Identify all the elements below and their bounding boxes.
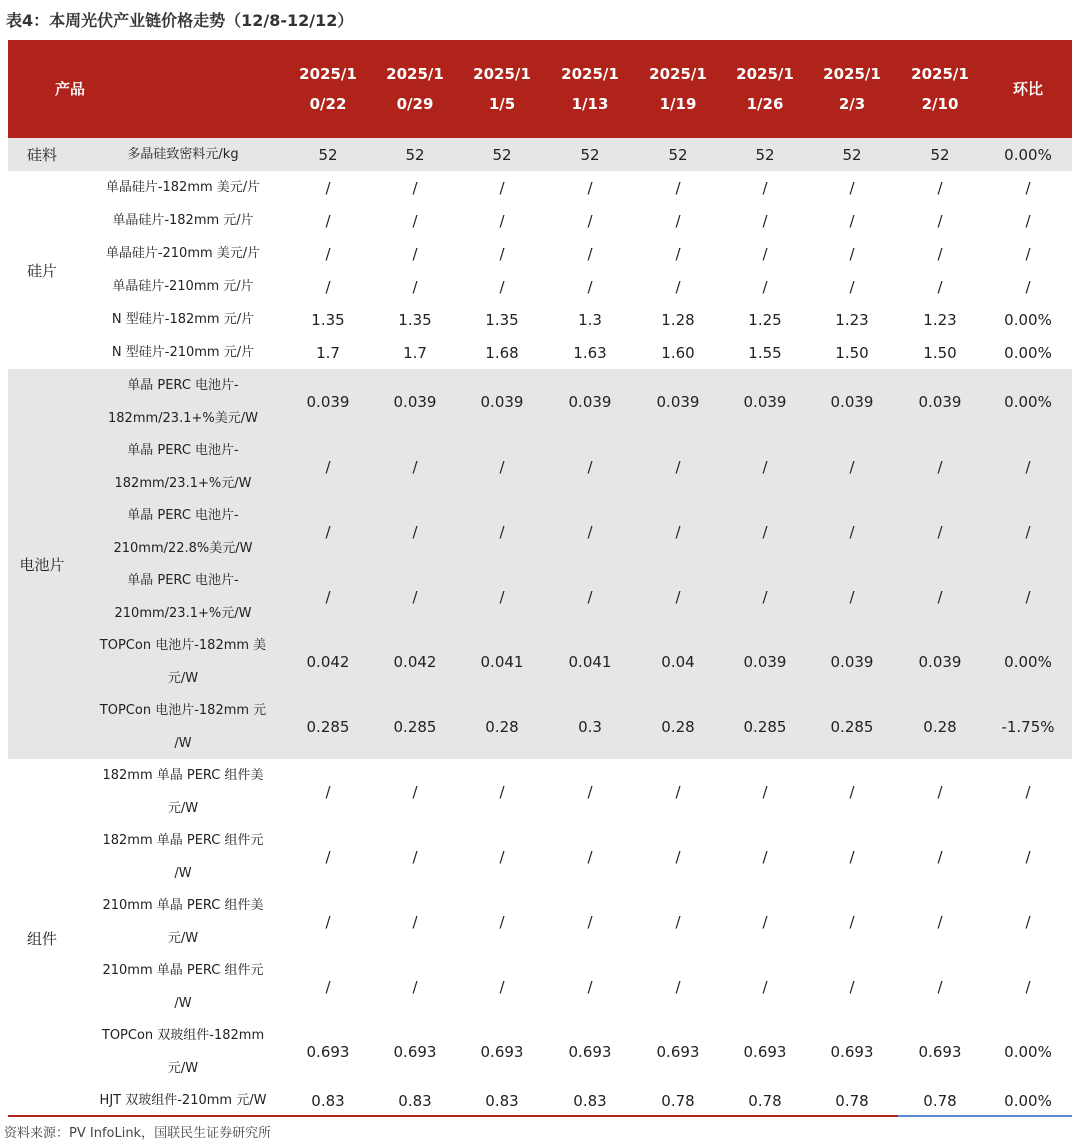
- price-cell: 0.042: [306, 652, 350, 671]
- price-cell: /: [762, 244, 768, 263]
- price-cell: /: [325, 244, 331, 263]
- price-cell: 0.693: [568, 1042, 612, 1061]
- price-cell: /: [762, 977, 768, 996]
- price-cell: /: [937, 277, 943, 296]
- price-cell: 1.55: [748, 343, 782, 362]
- price-cell: /: [587, 977, 593, 996]
- price-cell: /: [325, 178, 331, 197]
- price-cell: /: [675, 847, 681, 866]
- price-cell: 0.04: [661, 652, 695, 671]
- product-label: HJT 双玻组件-210mm 元/W: [99, 1093, 267, 1108]
- category-cell: 硅料: [26, 146, 57, 164]
- price-cell: /: [499, 522, 505, 541]
- price-cell: 52: [580, 145, 600, 164]
- product-label: 单晶 PERC 电池片- 210mm/22.8%美元/W: [113, 507, 253, 556]
- price-cell: /: [849, 977, 855, 996]
- price-cell: 52: [405, 145, 425, 164]
- price-cell: /: [325, 211, 331, 230]
- bottom-rule-accent: [898, 1115, 1072, 1117]
- price-cell: 0.285: [306, 717, 350, 736]
- price-cell: 52: [930, 145, 950, 164]
- change-cell: 0.00%: [1004, 343, 1052, 362]
- product-label: 单晶 PERC 电池片- 182mm/23.1+%美元/W: [108, 377, 258, 426]
- price-cell: /: [675, 277, 681, 296]
- header-date: 2025/1 1/5: [473, 65, 531, 113]
- price-cell: 1.25: [748, 310, 782, 329]
- price-cell: 0.039: [918, 392, 962, 411]
- price-cell: /: [412, 211, 418, 230]
- product-label: 182mm 单晶 PERC 组件元 /W: [102, 832, 264, 881]
- price-cell: 0.039: [743, 652, 787, 671]
- price-cell: /: [937, 847, 943, 866]
- product-label: TOPCon 电池片-182mm 元 /W: [99, 702, 267, 751]
- price-cell: /: [325, 522, 331, 541]
- price-cell: /: [937, 977, 943, 996]
- price-cell: 0.039: [830, 652, 874, 671]
- price-cell: 1.35: [311, 310, 345, 329]
- price-cell: /: [412, 782, 418, 801]
- price-cell: /: [849, 244, 855, 263]
- price-cell: /: [499, 782, 505, 801]
- price-cell: /: [937, 912, 943, 931]
- change-cell: 0.00%: [1004, 652, 1052, 671]
- price-cell: 1.35: [398, 310, 432, 329]
- bottom-rule: [8, 1115, 898, 1117]
- price-cell: /: [499, 178, 505, 197]
- price-cell: /: [499, 912, 505, 931]
- price-cell: 1.60: [661, 343, 695, 362]
- change-cell: /: [1025, 977, 1031, 996]
- change-cell: 0.00%: [1004, 145, 1052, 164]
- price-cell: /: [937, 782, 943, 801]
- price-cell: 0.041: [480, 652, 524, 671]
- price-cell: /: [499, 977, 505, 996]
- price-cell: /: [325, 277, 331, 296]
- price-cell: /: [762, 211, 768, 230]
- price-cell: /: [937, 244, 943, 263]
- price-cell: 52: [755, 145, 775, 164]
- price-cell: 0.041: [568, 652, 612, 671]
- change-cell: /: [1025, 912, 1031, 931]
- price-cell: 0.28: [923, 717, 957, 736]
- product-label: 210mm 单晶 PERC 组件美 元/W: [102, 897, 264, 946]
- price-cell: 0.78: [748, 1091, 782, 1110]
- price-cell: /: [675, 244, 681, 263]
- price-cell: /: [849, 587, 855, 606]
- price-cell: /: [849, 457, 855, 476]
- product-label: N 型硅片-182mm 元/片: [111, 312, 255, 327]
- change-cell: /: [1025, 847, 1031, 866]
- price-cell: /: [587, 178, 593, 197]
- price-cell: 1.68: [485, 343, 519, 362]
- price-cell: /: [412, 178, 418, 197]
- price-cell: /: [325, 977, 331, 996]
- price-cell: /: [849, 211, 855, 230]
- category-cell: 组件: [26, 929, 57, 948]
- change-cell: 0.00%: [1004, 392, 1052, 411]
- price-cell: 52: [842, 145, 862, 164]
- price-cell: /: [499, 847, 505, 866]
- price-cell: 0.039: [743, 392, 787, 411]
- header-date: 2025/1 1/19: [649, 65, 707, 113]
- header-date: 2025/1 0/29: [386, 65, 444, 113]
- header-date: 2025/1 2/10: [911, 65, 969, 113]
- header-product: 产品: [54, 80, 85, 98]
- price-cell: 1.7: [316, 343, 340, 362]
- price-cell: /: [499, 277, 505, 296]
- price-cell: /: [937, 178, 943, 197]
- header-date: 2025/1 2/3: [823, 65, 881, 113]
- change-cell: -1.75%: [1001, 717, 1055, 736]
- price-cell: /: [675, 522, 681, 541]
- price-cell: 0.3: [578, 717, 602, 736]
- price-cell: 1.23: [835, 310, 869, 329]
- product-label: TOPCon 双玻组件-182mm 元/W: [101, 1027, 265, 1076]
- price-cell: 1.35: [485, 310, 519, 329]
- price-cell: /: [412, 847, 418, 866]
- product-label: 单晶硅片-182mm 美元/片: [105, 180, 261, 195]
- product-label: 单晶 PERC 电池片- 210mm/23.1+%元/W: [114, 572, 252, 621]
- price-cell: 0.693: [918, 1042, 962, 1061]
- price-cell: /: [762, 178, 768, 197]
- price-cell: /: [587, 847, 593, 866]
- price-cell: 0.285: [743, 717, 787, 736]
- price-cell: 0.693: [830, 1042, 874, 1061]
- price-cell: 52: [318, 145, 338, 164]
- price-cell: /: [937, 457, 943, 476]
- price-cell: /: [762, 277, 768, 296]
- header-date: 2025/1 1/13: [561, 65, 619, 113]
- price-cell: /: [762, 782, 768, 801]
- change-cell: /: [1025, 587, 1031, 606]
- change-cell: /: [1025, 178, 1031, 197]
- price-cell: /: [762, 587, 768, 606]
- price-cell: 0.039: [656, 392, 700, 411]
- price-cell: /: [412, 977, 418, 996]
- product-label: TOPCon 电池片-182mm 美 元/W: [99, 637, 267, 686]
- price-cell: /: [849, 847, 855, 866]
- product-label: 210mm 单晶 PERC 组件元 /W: [102, 962, 264, 1011]
- price-cell: /: [587, 587, 593, 606]
- price-cell: /: [587, 522, 593, 541]
- price-cell: /: [587, 211, 593, 230]
- price-cell: /: [849, 277, 855, 296]
- price-cell: /: [499, 211, 505, 230]
- price-cell: 1.28: [661, 310, 695, 329]
- price-cell: 0.83: [398, 1091, 432, 1110]
- table-title: 表4：本周光伏产业链价格走势（12/8-12/12）: [6, 11, 354, 30]
- header-change: 环比: [1012, 80, 1043, 98]
- price-cell: /: [499, 587, 505, 606]
- price-cell: 1.3: [578, 310, 602, 329]
- price-cell: /: [849, 178, 855, 197]
- price-cell: 0.83: [573, 1091, 607, 1110]
- price-cell: /: [412, 457, 418, 476]
- price-cell: /: [675, 457, 681, 476]
- price-cell: 0.039: [480, 392, 524, 411]
- price-cell: /: [849, 782, 855, 801]
- price-cell: /: [412, 587, 418, 606]
- price-cell: /: [412, 244, 418, 263]
- price-cell: 0.693: [306, 1042, 350, 1061]
- price-cell: 52: [492, 145, 512, 164]
- change-cell: /: [1025, 211, 1031, 230]
- source-note: 资料来源：PV InfoLink，国联民生证券研究所: [4, 1126, 272, 1141]
- header-date: 2025/1 0/22: [299, 65, 357, 113]
- price-cell: 0.285: [393, 717, 437, 736]
- price-cell: 1.50: [923, 343, 957, 362]
- price-cell: 0.693: [393, 1042, 437, 1061]
- price-cell: /: [412, 277, 418, 296]
- price-cell: /: [937, 522, 943, 541]
- price-cell: /: [762, 457, 768, 476]
- price-cell: /: [849, 912, 855, 931]
- price-cell: 0.693: [743, 1042, 787, 1061]
- header-date: 2025/1 1/26: [736, 65, 794, 113]
- price-cell: /: [325, 587, 331, 606]
- price-cell: 1.7: [403, 343, 427, 362]
- price-cell: 0.28: [485, 717, 519, 736]
- price-cell: /: [762, 912, 768, 931]
- price-cell: 0.28: [661, 717, 695, 736]
- change-cell: 0.00%: [1004, 1042, 1052, 1061]
- price-cell: 1.23: [923, 310, 957, 329]
- price-cell: /: [325, 912, 331, 931]
- price-cell: /: [762, 522, 768, 541]
- product-label: 单晶 PERC 电池片- 182mm/23.1+%元/W: [114, 442, 252, 491]
- price-cell: 0.83: [485, 1091, 519, 1110]
- price-cell: 0.78: [661, 1091, 695, 1110]
- price-cell: 0.039: [568, 392, 612, 411]
- change-cell: /: [1025, 277, 1031, 296]
- price-cell: /: [587, 244, 593, 263]
- price-cell: /: [325, 457, 331, 476]
- price-cell: 0.039: [918, 652, 962, 671]
- price-cell: 52: [668, 145, 688, 164]
- price-cell: 0.78: [835, 1091, 869, 1110]
- price-cell: 1.63: [573, 343, 607, 362]
- category-cell: 电池片: [19, 555, 65, 574]
- change-cell: /: [1025, 457, 1031, 476]
- price-cell: 0.78: [923, 1091, 957, 1110]
- price-cell: /: [675, 211, 681, 230]
- price-cell: /: [675, 178, 681, 197]
- price-cell: /: [937, 211, 943, 230]
- price-cell: /: [587, 457, 593, 476]
- price-cell: /: [412, 522, 418, 541]
- price-cell: 0.693: [656, 1042, 700, 1061]
- product-label: N 型硅片-210mm 元/片: [111, 345, 255, 360]
- price-cell: /: [587, 782, 593, 801]
- price-cell: 0.042: [393, 652, 437, 671]
- price-cell: /: [325, 847, 331, 866]
- price-cell: /: [675, 587, 681, 606]
- product-label: 单晶硅片-210mm 元/片: [112, 279, 254, 294]
- change-cell: 0.00%: [1004, 310, 1052, 329]
- price-cell: /: [937, 587, 943, 606]
- price-cell: 0.83: [311, 1091, 345, 1110]
- product-label: 单晶硅片-182mm 元/片: [112, 213, 254, 228]
- product-label: 182mm 单晶 PERC 组件美 元/W: [102, 767, 264, 816]
- price-cell: 1.50: [835, 343, 869, 362]
- price-cell: /: [762, 847, 768, 866]
- price-cell: /: [675, 782, 681, 801]
- price-cell: 0.039: [830, 392, 874, 411]
- price-cell: /: [499, 244, 505, 263]
- price-cell: 0.039: [393, 392, 437, 411]
- price-cell: /: [325, 782, 331, 801]
- change-cell: 0.00%: [1004, 1091, 1052, 1110]
- price-cell: 0.285: [830, 717, 874, 736]
- price-cell: 0.039: [306, 392, 350, 411]
- change-cell: /: [1025, 782, 1031, 801]
- product-label: 单晶硅片-210mm 美元/片: [105, 246, 261, 261]
- change-cell: /: [1025, 522, 1031, 541]
- price-cell: /: [587, 912, 593, 931]
- price-cell: /: [499, 457, 505, 476]
- category-cell: 硅片: [26, 261, 57, 280]
- price-cell: /: [587, 277, 593, 296]
- change-cell: /: [1025, 244, 1031, 263]
- price-cell: /: [675, 912, 681, 931]
- price-cell: /: [849, 522, 855, 541]
- price-cell: 0.693: [480, 1042, 524, 1061]
- price-cell: /: [675, 977, 681, 996]
- price-cell: /: [412, 912, 418, 931]
- product-label: 多晶硅致密料元/kg: [127, 147, 239, 162]
